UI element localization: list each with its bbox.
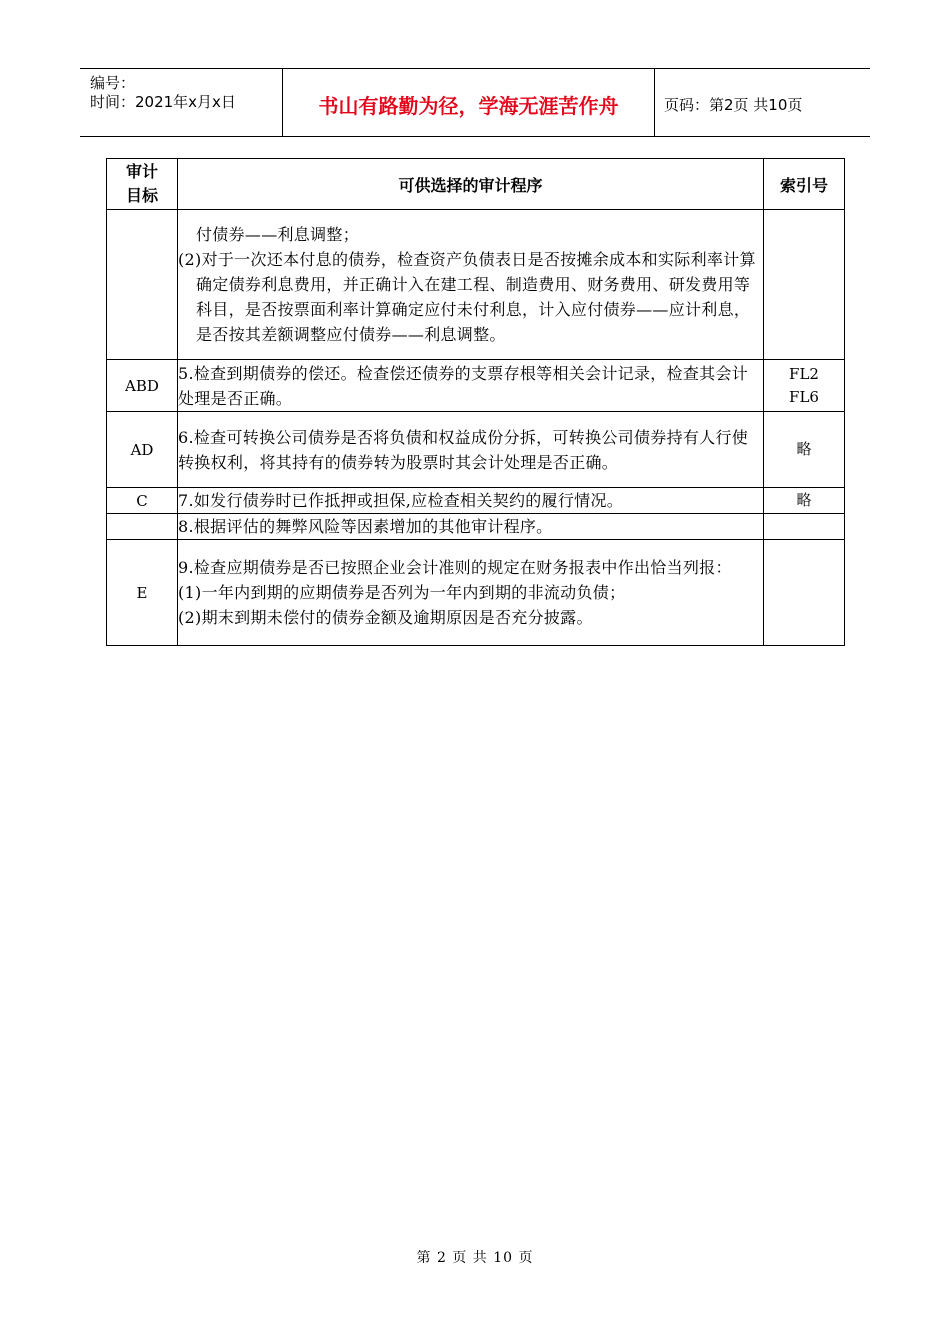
header-audit-goal: 审计 目标 xyxy=(107,159,178,210)
table-row xyxy=(107,514,845,540)
table-row xyxy=(107,360,845,412)
row-index: FL2 FL6 xyxy=(764,360,845,412)
page-footer: 第 2 页 共 10 页 xyxy=(416,1250,534,1266)
procedure-line: 9.检查应期债券是否已按照企业会计准则的规定在财务报表中作出恰当列报： xyxy=(178,558,732,577)
row-target: C xyxy=(107,488,178,514)
table-row xyxy=(107,540,845,646)
number-label: 编号： xyxy=(90,74,136,92)
motto-title: 书山有路勤为径，学海无涯苦作舟 xyxy=(318,94,619,118)
row-target xyxy=(107,210,178,360)
row-index xyxy=(764,210,845,360)
procedure-line: (2)期末到期未偿付的债券金额及逾期原因是否充分披露。 xyxy=(178,608,593,627)
row-procedure xyxy=(178,540,764,646)
document-header xyxy=(80,68,870,137)
row-index: 略 xyxy=(764,412,845,488)
procedure-line: 6.检查可转换公司债券是否将负债和权益成份分拆，可转换公司债券持有人行使转换权利，将其持有的债券转为股票时其会计处理是否正确。 xyxy=(178,427,749,472)
row-procedure xyxy=(178,360,764,412)
table-row xyxy=(107,412,845,488)
procedure-line: 5.检查到期债券的偿还。检查偿还债券的支票存根等相关会计记录，检查其会计处理是否正确。 xyxy=(178,363,749,408)
row-procedure xyxy=(178,210,764,360)
header-divider xyxy=(654,69,655,136)
page-number-label: 页码：第2页 共10页 xyxy=(664,96,803,114)
row-procedure xyxy=(178,488,764,514)
procedure-line: (1)一年内到期的应期债券是否列为一年内到期的非流动负债； xyxy=(178,583,626,602)
row-procedure xyxy=(178,412,764,488)
procedure-line: 7.如发行债券时已作抵押或担保,应检查相关契约的履行情况。 xyxy=(178,491,624,510)
row-target xyxy=(107,514,178,540)
header-index: 索引号 xyxy=(764,159,845,210)
time-label: 时间：2021年x月x日 xyxy=(90,93,236,111)
row-target: ABD xyxy=(107,360,178,412)
table-header-row xyxy=(107,159,845,210)
row-target: E xyxy=(107,540,178,646)
row-target: AD xyxy=(107,412,178,488)
procedure-line: 付债券——利息调整； xyxy=(196,225,360,244)
row-index: 略 xyxy=(764,488,845,514)
row-index xyxy=(764,540,845,646)
header-procedure: 可供选择的审计程序 xyxy=(178,159,764,210)
procedure-line: (2)对于一次还本付息的债券，检查资产负债表日是否按摊余成本和实际利率计算确定债券利息费用，并正确计入在建工程、制造费用、财务费用、研发费用等科目，是否按票面利率计算确定应付未付利息，计入应付债券——应计利息，是否按其差额调整应付债券——利息调整。 xyxy=(178,250,756,344)
row-procedure xyxy=(178,514,764,540)
row-index xyxy=(764,514,845,540)
table-row xyxy=(107,488,845,514)
audit-procedure-table xyxy=(106,158,845,646)
procedure-line: 8.根据评估的舞弊风险等因素增加的其他审计程序。 xyxy=(178,517,553,536)
table-row xyxy=(107,210,845,360)
